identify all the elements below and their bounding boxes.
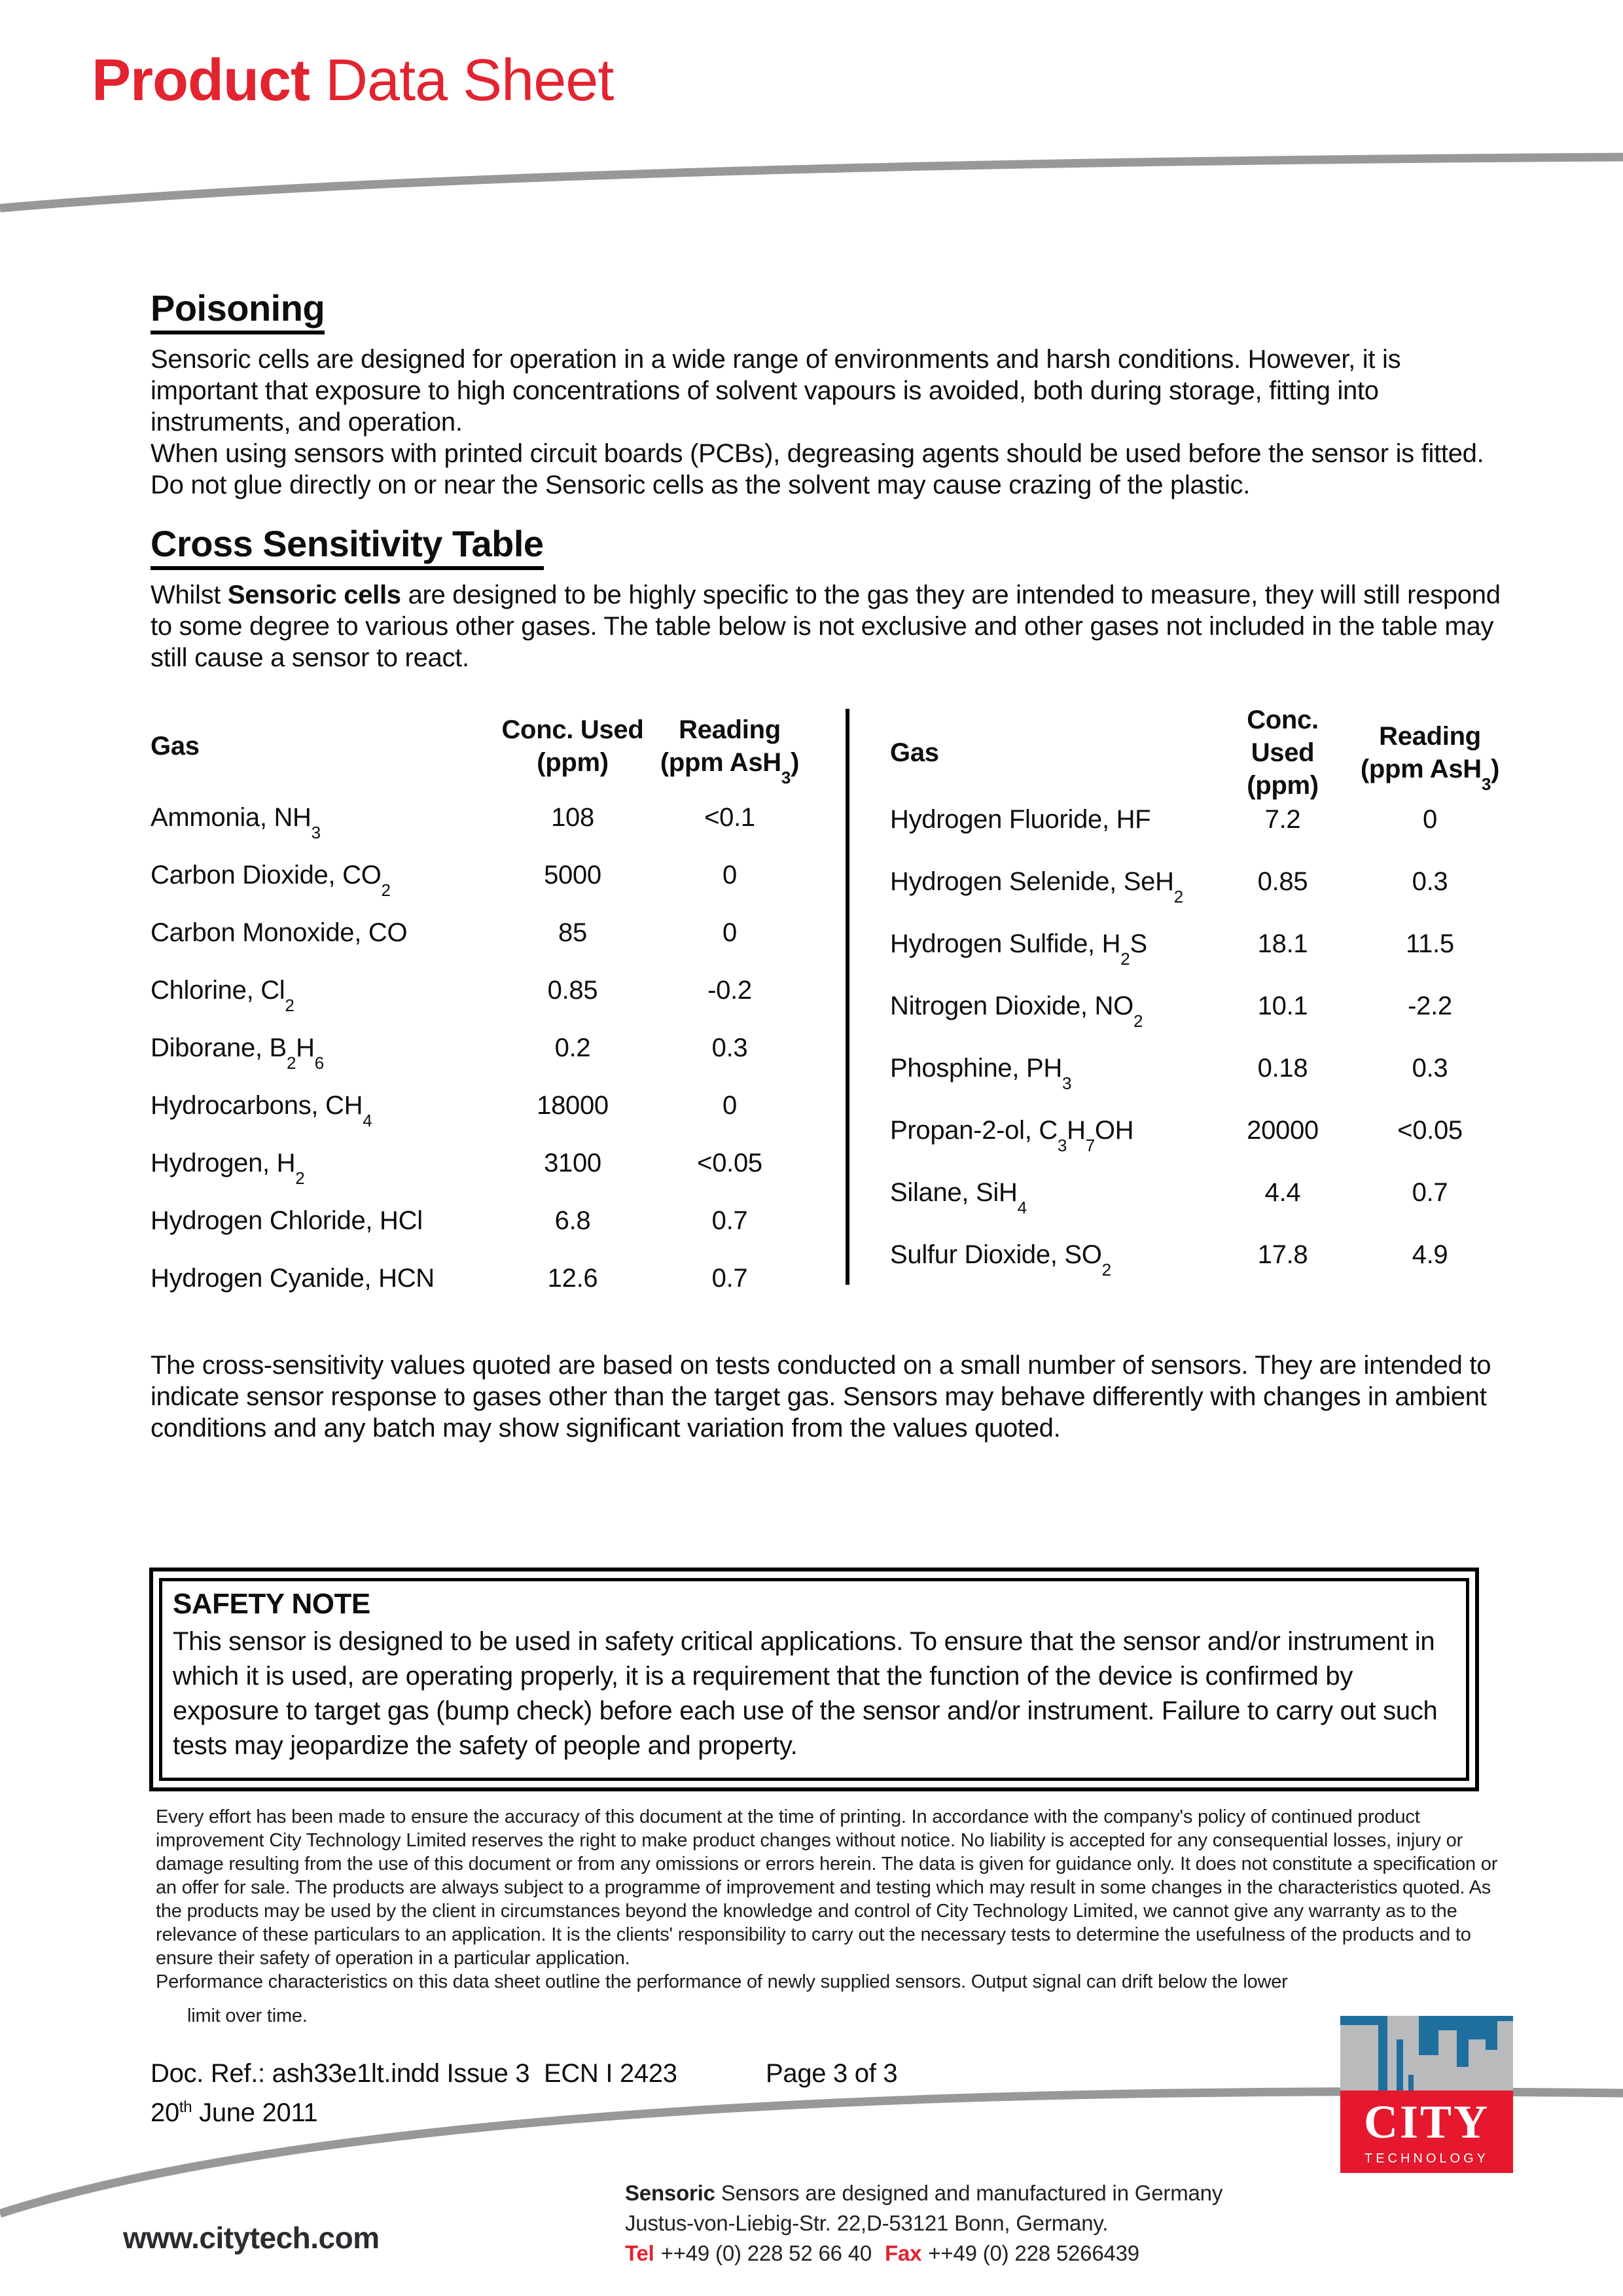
table-row [151, 1249, 812, 1307]
gas-name: Ammonia, $NH_3$ [151, 802, 321, 842]
cross-sensitivity-heading: Cross Sensitivity Table [151, 522, 544, 570]
table-row [890, 1037, 1512, 1100]
footer-contact [625, 2238, 1222, 2269]
doc-date [151, 2090, 677, 2130]
gas-name: Hydrogen Fluoride, HF [890, 805, 1151, 834]
table-row [151, 1077, 812, 1134]
reading-value: <0.05 [697, 1148, 762, 1177]
conc-value: 108 [551, 802, 594, 832]
reading-value: 0 [1423, 805, 1437, 834]
table-row [151, 904, 812, 961]
table-row [890, 789, 1512, 851]
reading-value: 0.7 [711, 1263, 748, 1293]
cross-sensitivity-paragraph [151, 579, 1508, 673]
col-header-reading: Reading (ppm AsH$_3$) [660, 715, 800, 787]
gas-name: Carbon Dioxide, $CO_2$ [151, 860, 391, 900]
safety-note-box [149, 1568, 1479, 1791]
doc-date-day: 20 [151, 2098, 179, 2127]
reading-value: 0.7 [1412, 1178, 1448, 1207]
table-row [890, 913, 1512, 975]
col-header-reading: Reading (ppm AsH$_3$) [1360, 722, 1500, 794]
conc-value: 10.1 [1257, 992, 1308, 1020]
conc-value: 18.1 [1257, 929, 1308, 958]
doc-date-rest: June 2011 [192, 2098, 318, 2127]
col-header-conc: Conc. Used (ppm) [501, 715, 644, 777]
cross-para-post: are designed to be highly specific to the gas they are intended to measure, they will still respond to some degree to various other gases. The table below is not exclusive and other gases not included in the table may still cause a sensor to react. [151, 581, 1501, 672]
col-header-conc: Conc. Used (ppm) [1247, 706, 1319, 800]
cross-para-pre: Whilst [151, 581, 228, 609]
gas-name: Hydrogen Sulfide, $H_2S$ [890, 929, 1147, 969]
conc-value: 0.85 [1257, 867, 1308, 896]
tel-number: ++49 (0) 228 52 66 40 [660, 2241, 872, 2265]
section-poisoning [151, 287, 1508, 501]
table-row [151, 1134, 812, 1192]
safety-note-text: This sensor is designed to be used in safety critical applications. To ensure that the sensor and/or instrument in which it is used, are operating properly, it is a requirement that the function of the device is confirmed by exposure to target gas (bump check) before each use of the sensor and/or instrument. Failure to carry out such tests may jeopardize the safety of people and property. [173, 1627, 1438, 1760]
conc-value: 0.18 [1257, 1054, 1308, 1083]
conc-value: 18000 [537, 1090, 609, 1120]
city-technology-logo [1340, 2016, 1513, 2173]
cross-sensitivity-table [151, 704, 1544, 1307]
gas-name: Hydrogen, $H_2$ [151, 1148, 305, 1188]
reading-value: 0.3 [1412, 1054, 1448, 1083]
website-text: www.citytech.com [123, 2221, 380, 2255]
cross-table-right [890, 704, 1512, 1286]
conc-value: 20000 [1247, 1116, 1319, 1145]
safety-note-title: SAFETY NOTE [173, 1588, 370, 1620]
tel-label: Tel [625, 2241, 654, 2265]
page-title [92, 47, 613, 115]
conc-value: 4.4 [1264, 1178, 1301, 1207]
disclaimer-paragraph-2: Performance characteristics on this data sheet outline the performance of newly supplied sensors. Output signal can drift below the lower [156, 1971, 1288, 1992]
poisoning-paragraph-1: Sensoric cells are designed for operation in a wide range of environments and harsh conditions. However, it is important that exposure to high concentrations of solvent vapours is avoided, both during storage, fitting into instruments, and operation. [151, 345, 1401, 437]
table-header-row [890, 704, 1512, 800]
conc-value: 0.85 [547, 975, 598, 1005]
page-title-bold: Product [92, 48, 310, 113]
disclaimer-paragraph-1: Every effort has been made to ensure the accuracy of this document at the time of printing. In accordance with the company's policy of continued product improvement City Technology Limited reserves the right to make product changes without notice. No liability is accepted for any consequential losses, injury or damage resulting from the use of this document or from any omissions or errors herein. The data is given for guidance only. It does not constitute a specification or an offer for sale. The products are always subject to a programme of improvement and testing which may result in some changes in the characteristics quoted. As the products may be used by the client in circumstances beyond the knowledge and control of City Technology Limited, we cannot give any warranty as to the relevance of these particulars to an application. It is the clients' responsibility to carry out the necessary tests to determine the usefulness of the products and to ensure their safety of operation in a particular application. [156, 1806, 1498, 1969]
page-title-rest: Data Sheet [310, 48, 614, 113]
conc-value: 7.2 [1264, 805, 1301, 834]
poisoning-paragraph-2: When using sensors with printed circuit boards (PCBs), degreasing agents should be used before the sensor is fitted. Do not glue directly on or near the Sensoric cells as the solvent may cause crazing of the plastic. [151, 439, 1484, 499]
table-row [151, 846, 812, 904]
reading-value: 0 [722, 1090, 737, 1120]
gas-name: Carbon Monoxide, CO [151, 918, 408, 947]
table-row [151, 961, 812, 1019]
cross-table-left [151, 704, 812, 1307]
doc-ref-text: Doc. Ref.: ash33e1lt.indd Issue 3 ECN I 2423 [151, 2059, 677, 2088]
reading-value: -0.2 [707, 975, 752, 1005]
table-row [151, 1192, 812, 1249]
disclaimer [156, 1805, 1514, 2028]
conc-value: 6.8 [554, 1206, 591, 1235]
table-row [151, 1019, 812, 1077]
reading-value: <0.05 [1397, 1116, 1463, 1145]
reading-value: 0 [722, 860, 737, 889]
reading-value: -2.2 [1408, 992, 1452, 1020]
conc-value: 12.6 [547, 1263, 598, 1293]
gas-name: Diborane, $B_2H_6$ [151, 1033, 324, 1073]
conc-value: 85 [558, 918, 587, 947]
reading-value: 0.3 [1412, 867, 1448, 896]
gas-name: Hydrogen Selenide, SeH$_2$ [890, 867, 1183, 906]
gas-name: Phosphine, $PH_3$ [890, 1054, 1072, 1093]
cross-para-bold: Sensoric cells [227, 581, 401, 609]
conc-value: 5000 [544, 860, 601, 889]
table-row [890, 1100, 1512, 1162]
poisoning-heading: Poisoning [151, 287, 325, 334]
conc-value: 17.8 [1257, 1240, 1308, 1269]
table-row [890, 1224, 1512, 1286]
table-row [890, 975, 1512, 1037]
reading-value: 0.3 [711, 1033, 748, 1062]
footer-address [625, 2178, 1222, 2269]
table-header-row [151, 704, 812, 789]
footer-line-1 [625, 2178, 1222, 2208]
gas-name: Hydrocarbons, $CH_4$ [151, 1090, 372, 1130]
doc-date-suffix: th [179, 2098, 192, 2116]
gas-name: Hydrogen Chloride, HCl [151, 1206, 423, 1235]
section-cross-sensitivity [151, 522, 1508, 673]
footer-line-2: Justus-von-Liebig-Str. 22,D-53121 Bonn, Germany. [625, 2211, 1109, 2235]
after-table-note: The cross-sensitivity values quoted are based on tests conducted on a small number of sensors. They are intended to indicate sensor response to gases other than the target gas. Sensors may behave differently with changes in ambient conditions and any batch may show significant variation from the values quoted. [151, 1351, 1491, 1443]
safety-note-inner-box [159, 1578, 1469, 1781]
gas-name: Propan-2-ol, $C_3H_7OH$ [890, 1116, 1134, 1155]
reading-value: 0 [722, 918, 737, 947]
fax-number: ++49 (0) 228 5266439 [928, 2241, 1139, 2265]
gas-name: Nitrogen Dioxide, $NO_2$ [890, 992, 1143, 1031]
table-row [890, 1162, 1512, 1224]
reading-value: 4.9 [1412, 1240, 1448, 1269]
gas-name: Chlorine, $Cl_2$ [151, 975, 294, 1015]
reading-value: 0.7 [711, 1206, 748, 1235]
logo-technology-text: TECHNOLOGY [1364, 2151, 1489, 2166]
fax-label: Fax [885, 2241, 922, 2265]
footer-brand: Sensoric [625, 2181, 715, 2205]
table-divider [846, 709, 849, 1285]
doc-ref [151, 2056, 898, 2130]
reading-value: 11.5 [1406, 929, 1454, 958]
conc-value: 0.2 [554, 1033, 591, 1062]
page-number: Page 3 of 3 [766, 2059, 898, 2088]
gas-name: Hydrogen Cyanide, HCN [151, 1263, 435, 1293]
col-header-gas: Gas [151, 732, 200, 761]
gas-name: Sulfur Dioxide, $SO_2$ [890, 1240, 1111, 1280]
table-row [151, 789, 812, 846]
conc-value: 3100 [544, 1148, 601, 1177]
gas-name: Silane, SiH$_4$ [890, 1178, 1027, 1217]
reading-value: <0.1 [704, 802, 755, 832]
footer-line-1-rest: Sensors are designed and manufactured in Germany [715, 2181, 1223, 2205]
disclaimer-paragraph-3: limit over time. [187, 2005, 308, 2026]
logo-city-text: CITY [1363, 2096, 1490, 2148]
table-row [890, 851, 1512, 913]
col-header-gas: Gas [890, 738, 939, 767]
